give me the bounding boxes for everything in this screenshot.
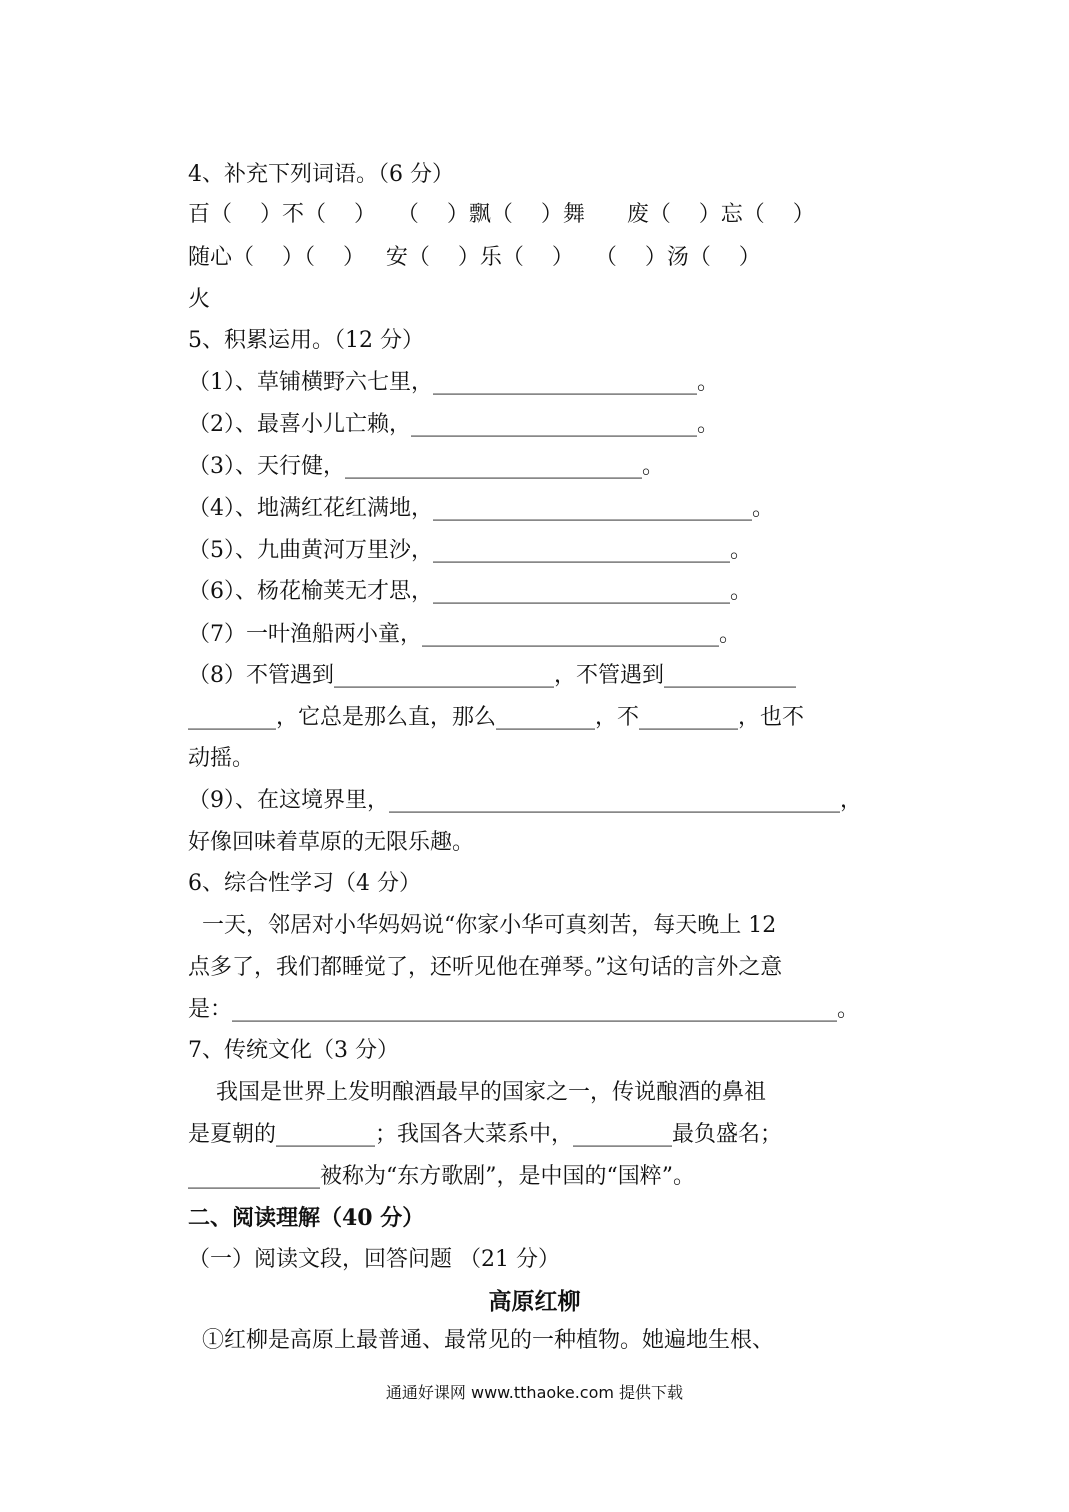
question-7-text-1: 我国是世界上发明酿酒最早的国家之一，传说酿酒的鼻祖 [188,1080,766,1105]
poem-item-2: （2）、最喜小儿亡赖，__________________________。 [188,412,719,437]
question-7-text-2: 是夏朝的_________；我国各大菜系中，_________最负盛名； [188,1122,783,1147]
question-7-text-3: ____________被称为“东方歌剧”，是中国的“国粹”。 [188,1164,695,1189]
question-4-heading: 4、补充下列词语。（6 分） [188,162,454,187]
question-7-heading: 7、传统文化（3 分） [188,1038,399,1063]
poem-item-8-line-3: 动摇。 [188,746,255,771]
poem-item-9-line-2: 好像回味着草原的无限乐趣。 [188,830,475,855]
poem-item-9-line-1: （9）、在这境界里，_________________________________________， [188,788,862,813]
question-5-heading: 5、积累运用。（12 分） [188,328,424,353]
poem-item-5: （5）、九曲黄河万里沙，___________________________。 [188,538,752,563]
passage-paragraph-1: ①红柳是高原上最普通、最常见的一种植物。她遍地生根、 [188,1328,774,1353]
poem-item-7: （7）一叶渔船两小童，___________________________。 [188,622,741,647]
question-6-text-3: 是：_______________________________________________________。 [188,997,860,1022]
passage-title: 高原红柳 [488,1288,581,1315]
idiom-row-3: 火 [188,287,211,312]
reading-part-1-heading: （一）阅读文段，回答问题 （21 分） [188,1247,560,1272]
idiom-row-2: 随心（ ）（ ） 安（ ）乐（ ） （ ）汤（ ） [188,245,761,270]
question-6-text-2: 点多了，我们都睡觉了，还听见他在弹琴。”这句话的言外之意 [188,955,783,980]
poem-item-6: （6）、杨花榆荚无才思，___________________________。 [188,579,752,604]
question-6-text-1: 一天，邻居对小华妈妈说“你家小华可真刻苦，每天晚上 12 [188,913,777,938]
section-2-heading: 二、阅读理解（40 分） [188,1205,425,1231]
idiom-row-1: 百（ ）不（ ） （ ）飘（ ）舞 废（ ）忘（ ） [188,202,815,227]
poem-item-8-line-1: （8）不管遇到____________________，不管遇到____________ [188,663,796,688]
poem-item-8-line-2: ________，它总是那么直，那么_________，不_________，也不 [188,705,805,730]
poem-item-4: （4）、地满红花红满地，_____________________________。 [188,496,774,521]
page-footer: 通通好课网 www.tthaoke.com 提供下载 [385,1383,684,1402]
question-6-heading: 6、综合性学习（4 分） [188,871,421,896]
poem-item-3: （3）、天行健，___________________________。 [188,454,664,479]
poem-item-1: （1）、草铺横野六七里，________________________。 [188,370,719,395]
